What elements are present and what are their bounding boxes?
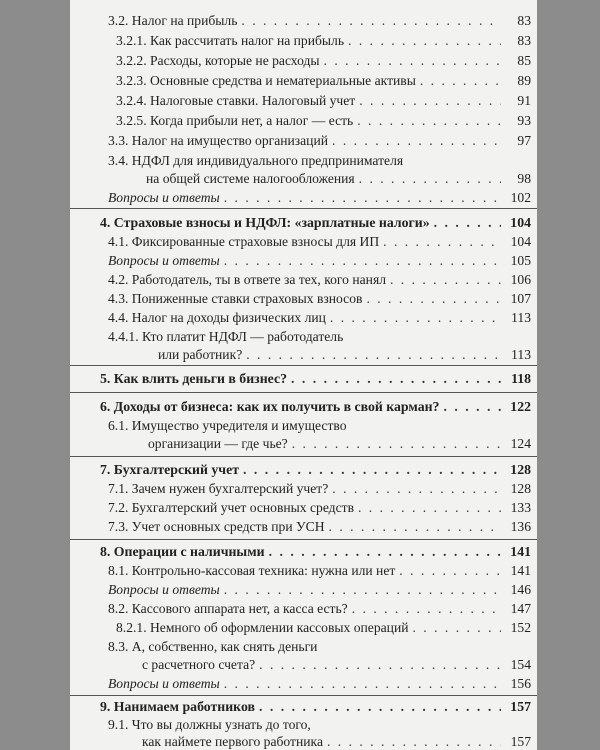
toc-entry[interactable] [78, 656, 531, 674]
toc-entry[interactable] [78, 12, 531, 30]
toc-entry-page: 133 [510, 500, 531, 515]
toc-entry[interactable] [78, 92, 531, 110]
toc-entry-page: 156 [510, 676, 531, 691]
toc-entry-title: 3.2.3. Основные средства и нематериальные активы [116, 73, 416, 88]
toc-entry[interactable] [78, 600, 531, 618]
toc-entry[interactable] [78, 32, 531, 50]
toc-entry-title-continued: или работник? [158, 347, 243, 362]
toc-entry-title: 8.1. Контрольно-кассовая техника: нужна или нет [108, 563, 396, 578]
toc-entry-page: 113 [511, 347, 531, 362]
toc-chapter[interactable] [78, 543, 531, 561]
toc-entry-page: 118 [511, 371, 531, 386]
toc-entry-title: Вопросы и ответы [108, 676, 220, 691]
toc-entry-title-continued: на общей системе налогообложения [146, 171, 355, 186]
toc-entry-page: 83 [517, 13, 531, 28]
section-divider [70, 695, 537, 696]
section-divider [70, 539, 537, 540]
toc-entry-title: 7. Бухгалтерский учет [100, 462, 239, 477]
toc-entry-title[interactable]: 4.4.1. Кто платит НДФЛ — работодатель [108, 329, 344, 344]
toc-entry-title: 3.2.1. Как рассчитать налог на прибыль [116, 33, 345, 48]
toc-entry[interactable] [78, 233, 531, 251]
toc-entry-page: 157 [510, 734, 531, 749]
toc-entry-title: 9. Нанимаем работников [100, 699, 255, 714]
toc-entry-page: 106 [510, 272, 531, 287]
toc-entry-page: 147 [510, 601, 531, 616]
book-page [70, 0, 537, 750]
section-divider [70, 208, 537, 209]
toc-entry-title[interactable]: 8.3. А, собственно, как снять деньги [108, 639, 318, 654]
toc-entry-title: 6. Доходы от бизнеса: как их получить в свой карман? [100, 399, 440, 414]
toc-entry-page: 83 [517, 33, 531, 48]
toc-entry-title: 8.2.1. Немного об оформлении кассовых операций [116, 620, 409, 635]
toc-entry-title: 4.3. Пониженные ставки страховых взносов [108, 291, 363, 306]
toc-entry-qa[interactable] [78, 581, 531, 599]
toc-entry[interactable] [78, 170, 531, 188]
toc-entry[interactable] [78, 132, 531, 150]
toc-entry-page: 113 [511, 310, 531, 325]
toc-entry-title-continued: с расчетного счета? [142, 657, 256, 672]
toc-entry-title: 3.2.2. Расходы, которые не расходы [116, 53, 320, 68]
toc-entry-page: 85 [517, 53, 531, 68]
toc-entry-title: 7.3. Учет основных средств при УСН [108, 519, 325, 534]
toc-entry[interactable] [78, 346, 531, 364]
toc-entry-page: 146 [510, 582, 531, 597]
toc-entry-title: 4.4. Налог на доходы физических лиц [108, 310, 326, 325]
toc-entry-page: 141 [510, 544, 531, 559]
toc-entry-page: 122 [510, 399, 531, 414]
toc-entry-page: 104 [510, 234, 531, 249]
toc-entry-title: 4. Страховые взносы и НДФЛ: «зарплатные налоги» [100, 215, 430, 230]
toc-entry-page: 102 [510, 190, 531, 205]
toc-entry-title: 4.1. Фиксированные страховые взносы для ИП [108, 234, 380, 249]
toc-entry-page: 98 [517, 171, 531, 186]
toc-entry-page: 93 [517, 113, 531, 128]
toc-entry-title: 5. Как влить деньги в бизнес? [100, 371, 287, 386]
toc-chapter[interactable] [78, 698, 531, 716]
toc-entry[interactable] [78, 619, 531, 637]
toc-entry-title: 8.2. Кассового аппарата нет, а касса есть? [108, 601, 348, 616]
toc-entry[interactable] [78, 733, 531, 750]
toc-entry[interactable] [78, 271, 531, 289]
toc-entry-page: 154 [510, 657, 531, 672]
toc-entry[interactable] [78, 290, 531, 308]
toc-entry[interactable] [78, 52, 531, 70]
toc-entry-page: 107 [510, 291, 531, 306]
toc-entry[interactable] [78, 562, 531, 580]
toc-entry[interactable] [78, 72, 531, 90]
toc-entry-title-continued: организации — где чье? [148, 436, 288, 451]
toc-entry-page: 141 [510, 563, 531, 578]
toc-entry-title: 4.2. Работодатель, ты в ответе за тех, кого нанял [108, 272, 386, 287]
toc-entry-title[interactable]: 6.1. Имущество учредителя и имущество [108, 418, 347, 433]
toc-entry-title: 3.2.4. Налоговые ставки. Налоговый учет [116, 93, 356, 108]
toc-entry-qa[interactable] [78, 252, 531, 270]
toc-entry-page: 157 [510, 699, 531, 714]
toc-entry[interactable] [78, 499, 531, 517]
toc-entry-qa[interactable] [78, 675, 531, 693]
toc-entry-title: 7.1. Зачем нужен бухгалтерский учет? [108, 481, 329, 496]
toc-entry[interactable] [78, 518, 531, 536]
toc-entry-title: 3.2.5. Когда прибыли нет, а налог — есть [116, 113, 354, 128]
toc-entry-qa[interactable] [78, 189, 531, 207]
toc-entry-page: 105 [510, 253, 531, 268]
toc-entry-title: 3.2. Налог на прибыль [108, 13, 238, 28]
toc-entry-page: 97 [517, 133, 531, 148]
toc-chapter[interactable] [78, 398, 531, 416]
toc-entry-title: Вопросы и ответы [108, 190, 220, 205]
toc-entry-title[interactable]: 9.1. Что вы должны узнать до того, [108, 717, 311, 732]
toc-chapter[interactable] [78, 370, 531, 388]
toc-entry-title: 7.2. Бухгалтерский учет основных средств [108, 500, 354, 515]
section-divider [70, 392, 537, 393]
toc-entry-title: Вопросы и ответы [108, 582, 220, 597]
toc-entry-title-continued: как наймете первого работника [142, 734, 323, 749]
toc-entry[interactable] [78, 480, 531, 498]
toc-entry-title: Вопросы и ответы [108, 253, 220, 268]
section-divider [70, 365, 537, 366]
toc-entry-page: 91 [517, 93, 531, 108]
toc-entry-title: 8. Операции с наличными [100, 544, 265, 559]
toc-entry-page: 128 [510, 462, 531, 477]
toc-entry-page: 124 [510, 436, 531, 451]
toc-entry-title: 3.3. Налог на имущество организаций [108, 133, 329, 148]
toc-entry[interactable] [78, 309, 531, 327]
section-divider [70, 456, 537, 457]
toc-entry-page: 128 [510, 481, 531, 496]
toc-entry-page: 136 [510, 519, 531, 534]
toc-chapter[interactable] [78, 461, 531, 479]
toc-entry[interactable] [78, 112, 531, 130]
toc-entry-page: 104 [510, 215, 531, 230]
toc-chapter[interactable] [78, 214, 531, 232]
toc-entry-page: 89 [517, 73, 531, 88]
toc-entry-title[interactable]: 3.4. НДФЛ для индивидуального предпринимателя [108, 153, 404, 168]
toc-entry-page: 152 [510, 620, 531, 635]
toc-entry[interactable] [78, 435, 531, 453]
